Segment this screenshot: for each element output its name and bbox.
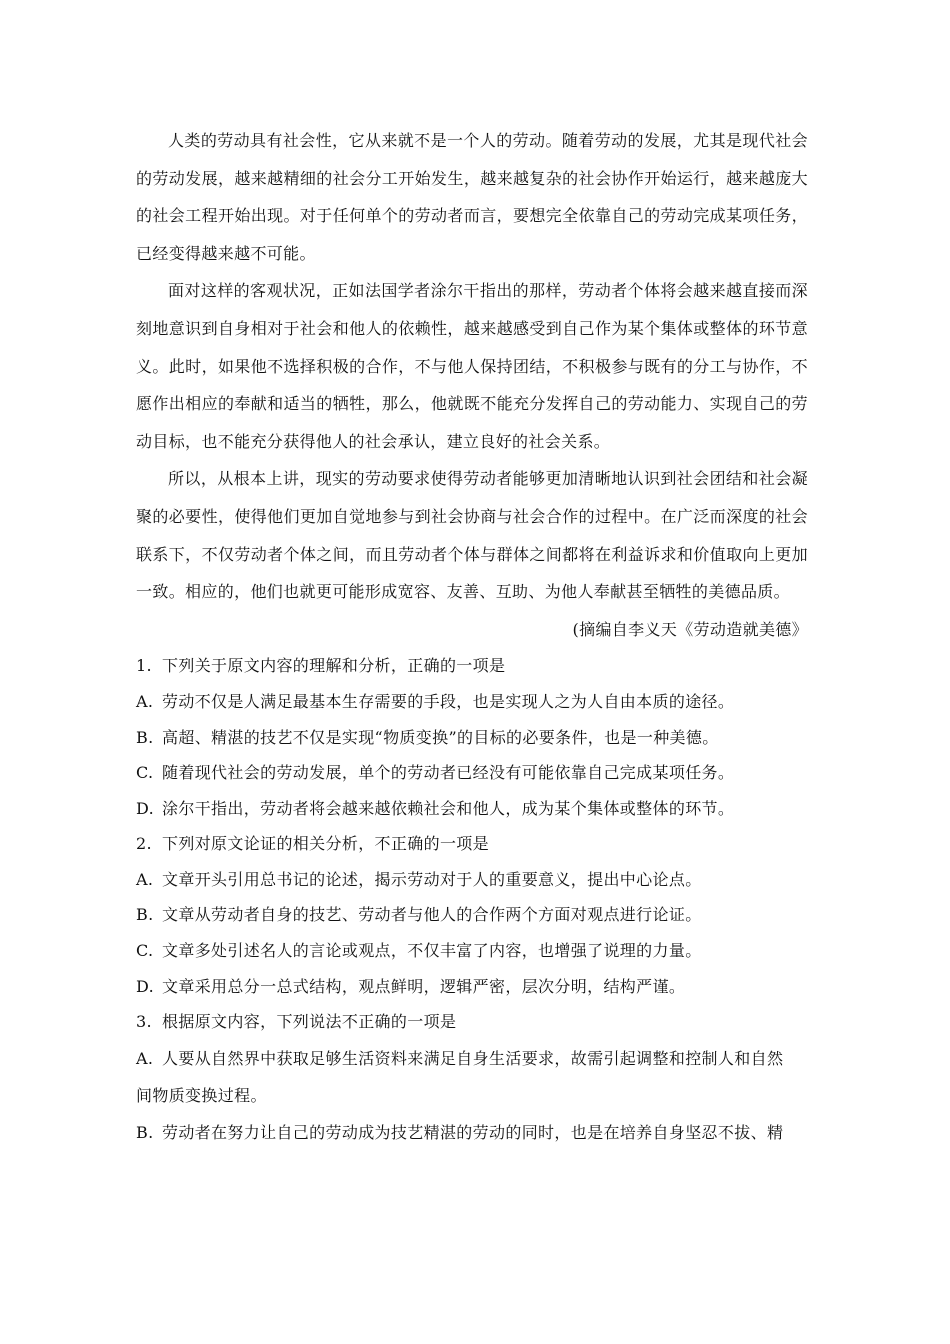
option-label: B. (136, 905, 154, 925)
option-c: C. 文章多处引述名人的言论或观点，不仅丰富了内容，也增强了说理的力量。 (136, 933, 808, 969)
option-label: A. (136, 1048, 154, 1068)
option-label: D. (136, 976, 155, 996)
option-b: B. 劳动者在努力让自己的劳动成为技艺精湛的劳动的同时，也是在培养自身坚忍不拔、精 (136, 1115, 808, 1151)
option-a: A. 文章开头引用总书记的论述，揭示劳动对于人的重要意义，提出中心论点。 (136, 862, 808, 898)
question-stem: 1. 下列关于原文内容的理解和分析，正确的一项是 (136, 648, 808, 684)
option-d: D. 文章采用总分一总式结构，观点鲜明，逻辑严密，层次分明，结构严谨。 (136, 969, 808, 1005)
document-page (136, 122, 808, 1151)
question-stem: 2. 下列对原文论证的相关分析，不正确的一项是 (136, 826, 808, 862)
passage-paragraph-2: 面对这样的客观状况，正如法国学者涂尔干指出的那样，劳动者个体将会越来越直接而深刻地意识到自身相对于社会和他人的依赖性，越来越感受到自己作为某个集体或整体的环节意义。此时，如果他不选择积极的合作，不与他人保持团结，不积极参与既有的分工与协作，不愿作出相应的奉献和适当的牺牲，那么，他就既不能充分发挥自己的劳动能力、实现自己的劳动目标，也不能充分获得他人的社会承认，建立良好的社会关系。 (136, 281, 808, 451)
passage-source: (摘编自李义天《劳动造就美德》 (572, 619, 808, 639)
option-label: B. (136, 1123, 154, 1143)
option-continuation: 间物质变换过程。 (136, 1086, 267, 1106)
passage-paragraph-3: 所以，从根本上讲，现实的劳动要求使得劳动者能够更加清晰地认识到社会团结和社会凝聚的必要性，使得他们更加自觉地参与到社会协商与社会合作的过程中。在广泛而深度的社会联系下，不仅劳动者个体之间，而且劳动者个体与群体之间都将在利益诉求和价值取向上更加一致。相应的，他们也就更可能形成宽容、友善、互助、为他人奉献甚至牺牲的美德品质。 (136, 469, 808, 602)
option-label: D. (136, 798, 155, 818)
passage-paragraph-1: 人类的劳动具有社会性，它从来就不是一个人的劳动。随着劳动的发展，尤其是现代社会的劳动发展，越来越精细的社会分工开始发生，越来越复杂的社会协作开始运行，越来越庞大的社会工程开始出现。对于任何单个的劳动者而言，要想完全依靠自己的劳动完成某项任务，已经变得越来越不可能。 (136, 131, 808, 263)
option-c: C. 随着现代社会的劳动发展，单个的劳动者已经没有可能依靠自己完成某项任务。 (136, 755, 808, 791)
option-label: C. (136, 763, 154, 783)
question-number: 2. (136, 834, 152, 854)
question-stem: 3. 根据原文内容，下列说法不正确的一项是 (136, 1004, 808, 1040)
question-3 (136, 1004, 808, 1150)
question-number: 3. (136, 1012, 152, 1032)
option-a: A. 人要从自然界中获取足够生活资料来满足自身生活要求，故需引起调整和控制人和自然 间物质变换过程。 (136, 1040, 808, 1115)
question-number: 1. (136, 656, 152, 676)
question-1 (136, 648, 808, 826)
question-2 (136, 826, 808, 1004)
option-b: B. 高超、精湛的技艺不仅是实现“物质变换”的目标的必要条件，也是一种美德。 (136, 720, 808, 756)
option-b: B. 文章从劳动者自身的技艺、劳动者与他人的合作两个方面对观点进行论证。 (136, 897, 808, 933)
option-label: C. (136, 941, 154, 961)
option-label: A. (136, 691, 154, 711)
option-label: B. (136, 727, 154, 747)
option-d: D. 涂尔干指出，劳动者将会越来越依赖社会和他人，成为某个集体或整体的环节。 (136, 791, 808, 827)
option-a: A. 劳动不仅是人满足最基本生存需要的手段，也是实现人之为人自由本质的途径。 (136, 684, 808, 720)
option-label: A. (136, 869, 154, 889)
